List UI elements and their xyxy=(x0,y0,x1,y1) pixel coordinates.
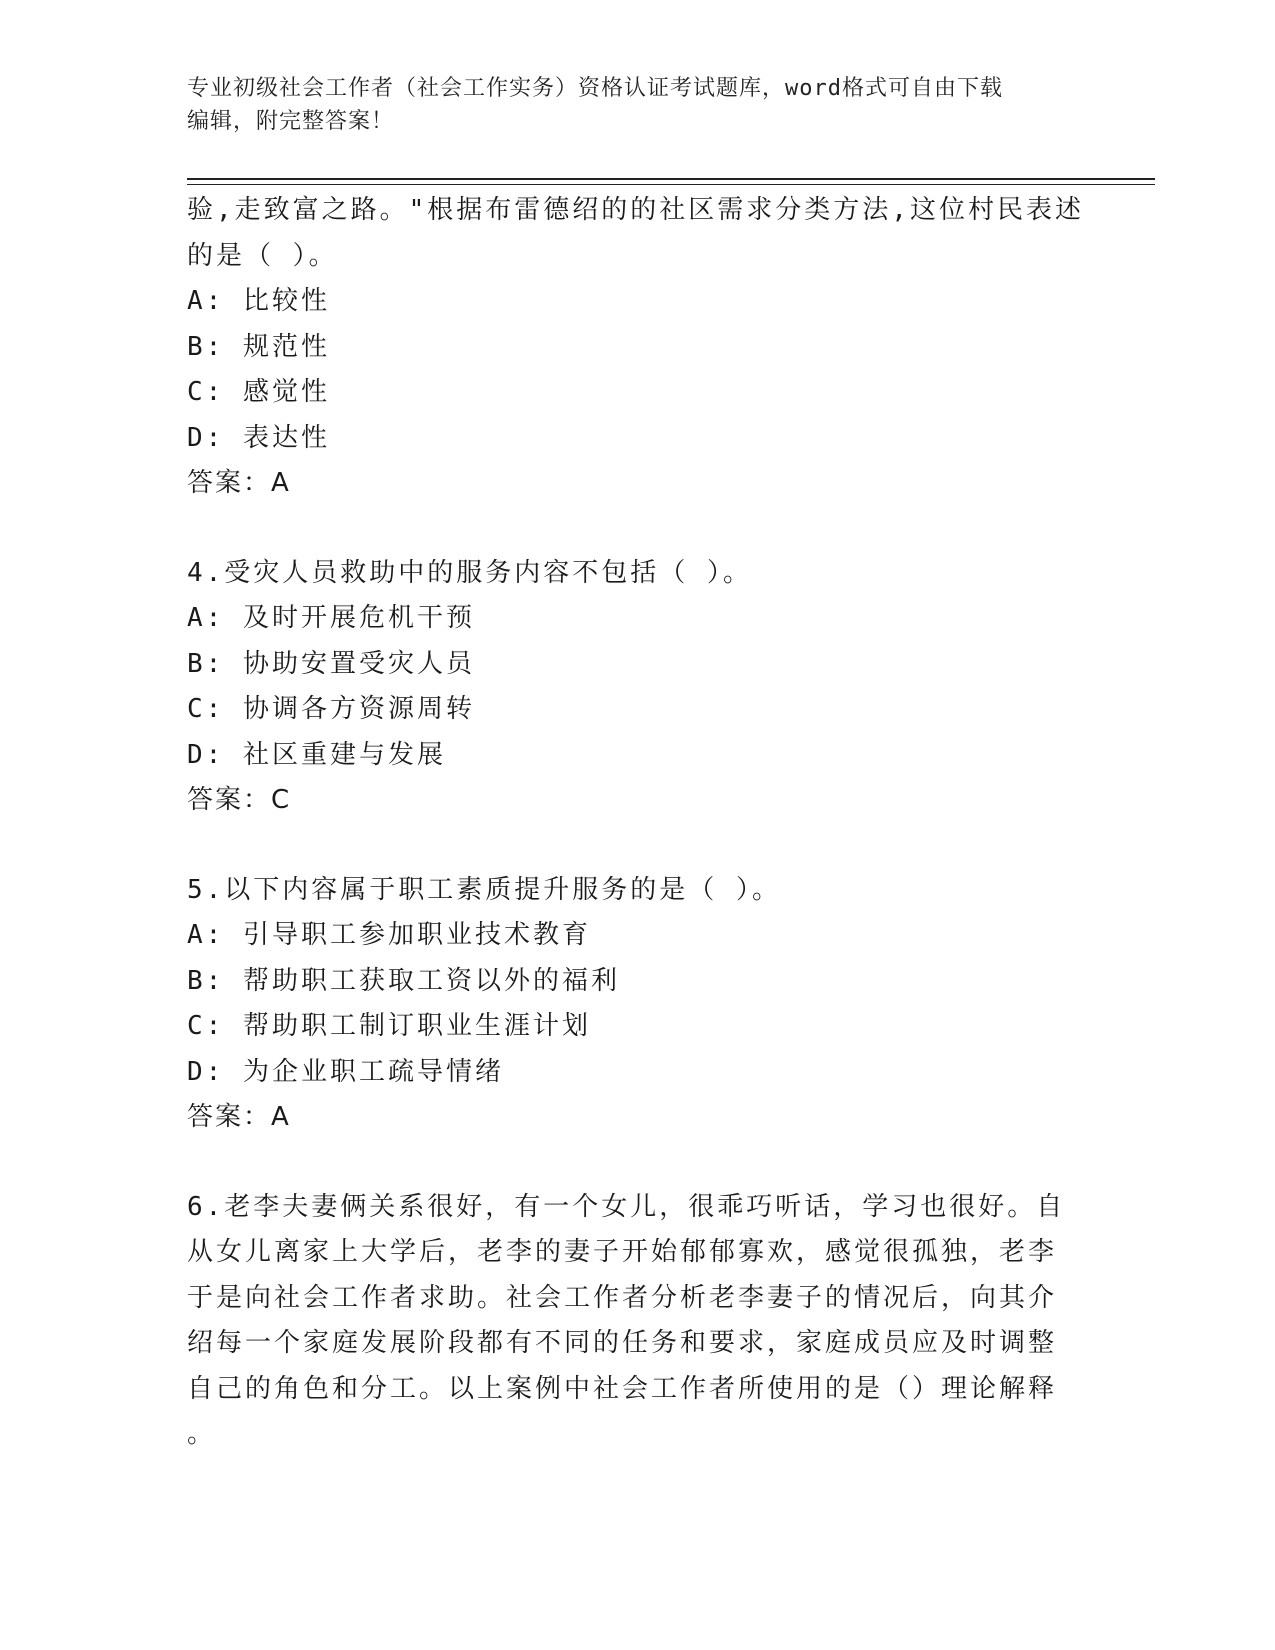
option-a: A: 比较性 xyxy=(187,286,330,316)
question-stem-line: 6.老李夫妻俩关系很好，有一个女儿，很乖巧听话，学习也很好。自 xyxy=(187,1191,1066,1222)
question-stem-line: 的是（ ）。 xyxy=(187,240,338,271)
question-list xyxy=(187,188,1087,1458)
header-rule-thin xyxy=(187,184,1155,185)
question-gap xyxy=(187,1141,1087,1185)
question-4 xyxy=(187,551,1087,824)
option-a: A: 及时开展危机干预 xyxy=(187,603,475,633)
option-d: D: 表达性 xyxy=(187,422,330,453)
option-b: B: 帮助职工获取工资以外的福利 xyxy=(187,965,620,996)
question-5 xyxy=(187,868,1087,1141)
header-rule-thick xyxy=(187,178,1155,180)
answer-line: 答案：A xyxy=(187,468,291,498)
question-stem-line: 。 xyxy=(187,1419,217,1449)
document-header xyxy=(187,72,1067,138)
option-c: C: 帮助职工制订职业生涯计划 xyxy=(187,1011,591,1041)
question-stem-line: 验,走致富之路。"根据布雷德绍的的社区需求分类方法,这位村民表述 xyxy=(187,195,1084,225)
option-a: A: 引导职工参加职业技术教育 xyxy=(187,920,591,950)
option-c: C: 协调各方资源周转 xyxy=(187,694,475,724)
header-line-2: 编辑，附完整答案！ xyxy=(187,109,395,134)
question-stem-line: 自己的角色和分工。以上案例中社会工作者所使用的是（）理论解释 xyxy=(187,1373,1058,1404)
question-gap xyxy=(187,507,1087,551)
option-d: D: 社区重建与发展 xyxy=(187,739,446,770)
option-b: B: 协助安置受灾人员 xyxy=(187,648,475,679)
option-b: B: 规范性 xyxy=(187,331,330,362)
answer-line: 答案：C xyxy=(187,785,292,815)
option-d: D: 为企业职工疏导情绪 xyxy=(187,1056,504,1087)
question-stem-line: 绍每一个家庭发展阶段都有不同的任务和要求，家庭成员应及时调整 xyxy=(187,1328,1058,1358)
question-stem-line: 5.以下内容属于职工素质提升服务的是（ ）。 xyxy=(187,874,781,905)
question-6 xyxy=(187,1185,1087,1458)
question-stem-line: 从女儿离家上大学后，老李的妻子开始郁郁寡欢，感觉很孤独，老李 xyxy=(187,1237,1058,1267)
question-3-continued xyxy=(187,188,1087,507)
option-c: C: 感觉性 xyxy=(187,377,330,407)
question-stem-line: 于是向社会工作者求助。社会工作者分析老李妻子的情况后，向其介 xyxy=(187,1282,1058,1313)
answer-line: 答案：A xyxy=(187,1102,291,1132)
question-stem-line: 4.受灾人员救助中的服务内容不包括（ ）。 xyxy=(187,557,752,588)
header-line-1: 专业初级社会工作者（社会工作实务）资格认证考试题库，word格式可自由下载 xyxy=(187,76,1003,101)
question-gap xyxy=(187,824,1087,868)
